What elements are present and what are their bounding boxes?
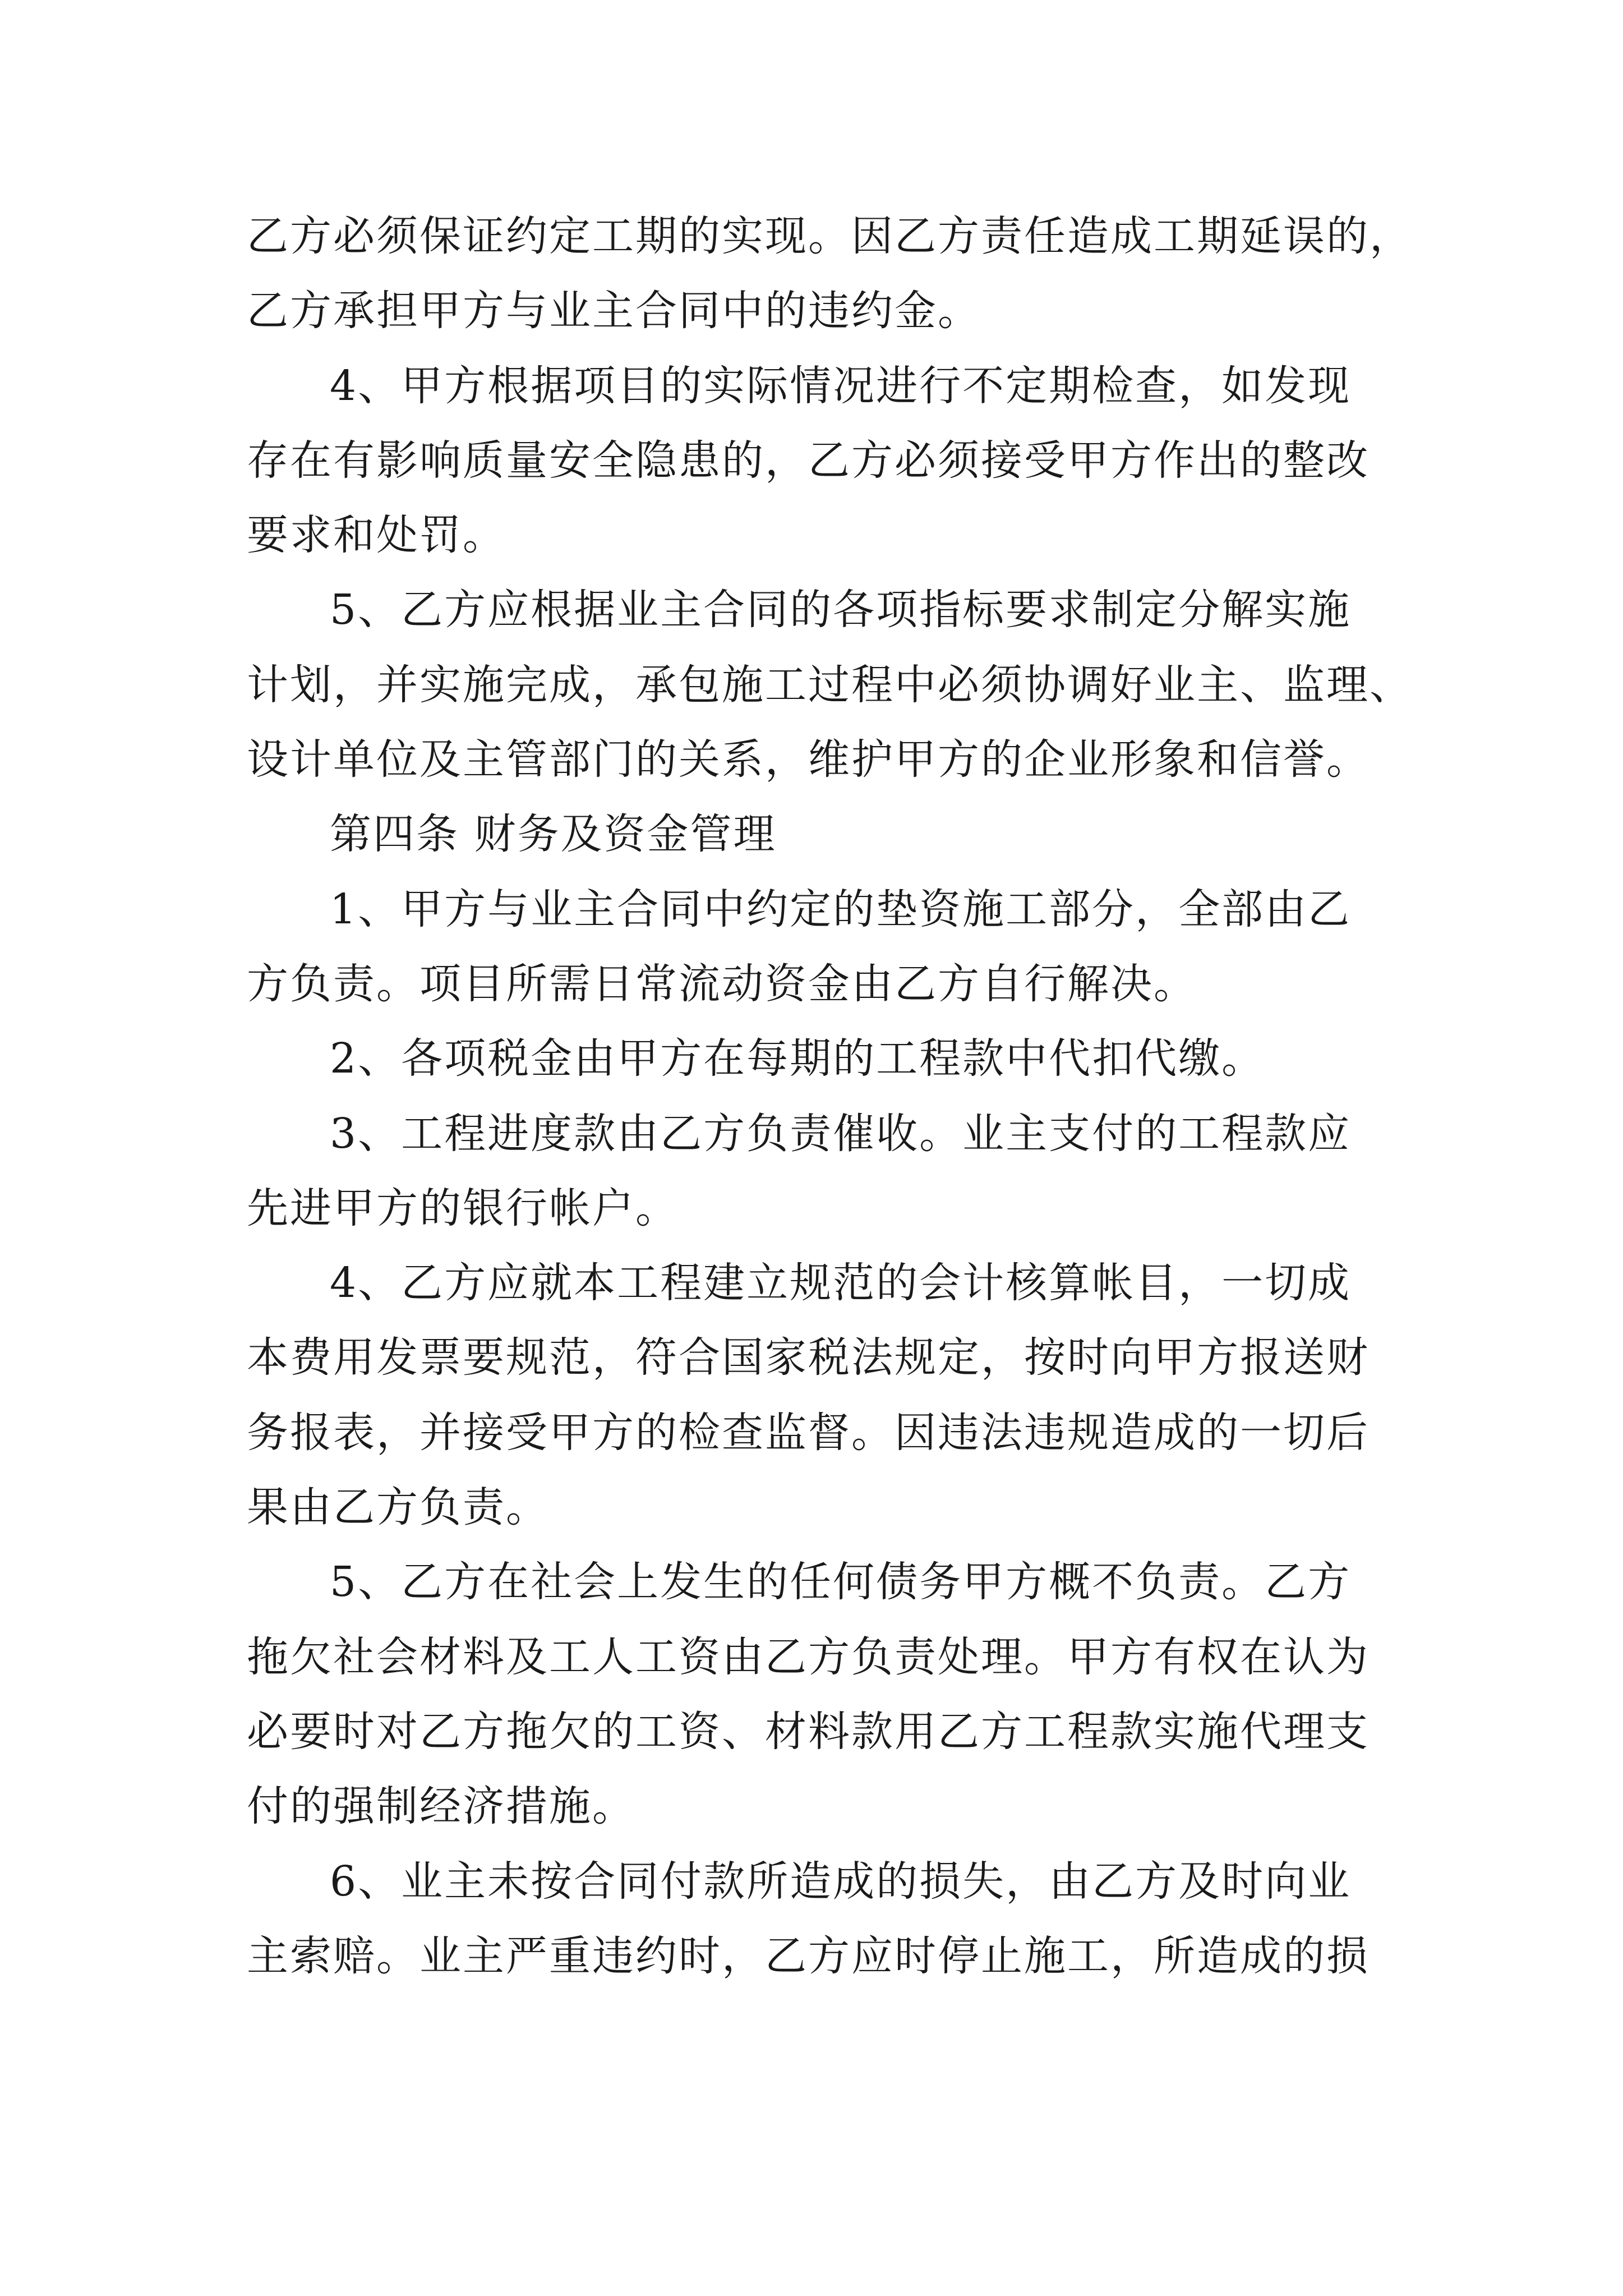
- text-line: 主索赔。业主严重违约时，乙方应时停止施工，所造成的损: [247, 1931, 1370, 1980]
- text-line: 4、甲方根据项目的实际情况进行不定期检查，如发现: [330, 361, 1352, 410]
- text-line: 5、乙方应根据业主合同的各项指标要求制定分解实施: [330, 586, 1352, 634]
- text-line: 果由乙方负责。: [247, 1483, 549, 1532]
- text-line: 存在有影响质量安全隐患的，乙方必须接受甲方作出的整改: [247, 436, 1370, 485]
- text-line: 乙方承担甲方与业主合同中的违约金。: [247, 287, 981, 335]
- text-line: 拖欠社会材料及工人工资由乙方负责处理。甲方有权在认为: [247, 1632, 1370, 1681]
- text-line: 先进甲方的银行帐户。: [247, 1184, 679, 1232]
- document-body: [247, 199, 1413, 1994]
- text-line: 方负责。项目所需日常流动资金由乙方自行解决。: [247, 959, 1197, 1008]
- text-line: 乙方必须保证约定工期的实现。因乙方责任造成工期延误的，: [247, 212, 1413, 260]
- text-line: 5、乙方在社会上发生的任何债务甲方概不负责。乙方: [330, 1558, 1352, 1607]
- text-line: 1、甲方与业主合同中约定的垫资施工部分，全部由乙: [330, 885, 1352, 933]
- text-line: 设计单位及主管部门的关系，维护甲方的企业形象和信誉。: [247, 735, 1370, 784]
- text-line: 2、各项税金由甲方在每期的工程款中代扣代缴。: [330, 1034, 1265, 1083]
- text-line: 必要时对乙方拖欠的工资、材料款用乙方工程款实施代理支: [247, 1707, 1370, 1756]
- text-line: 本费用发票要规范，符合国家税法规定，按时向甲方报送财: [247, 1333, 1370, 1382]
- text-line: 务报表，并接受甲方的检查监督。因违法违规造成的一切后: [247, 1408, 1370, 1457]
- text-line: 3、工程进度款由乙方负责催收。业主支付的工程款应: [330, 1109, 1352, 1158]
- text-line: 4、乙方应就本工程建立规范的会计核算帐目，一切成: [330, 1259, 1352, 1308]
- text-line: 计划，并实施完成，承包施工过程中必须协调好业主、监理、: [247, 660, 1413, 709]
- text-line: 付的强制经济措施。: [247, 1782, 635, 1831]
- text-line: 6、业主未按合同付款所造成的损失，由乙方及时向业: [330, 1857, 1352, 1906]
- section-heading: 第四条 财务及资金管理: [330, 810, 777, 859]
- text-line: 要求和处罚。: [247, 511, 506, 560]
